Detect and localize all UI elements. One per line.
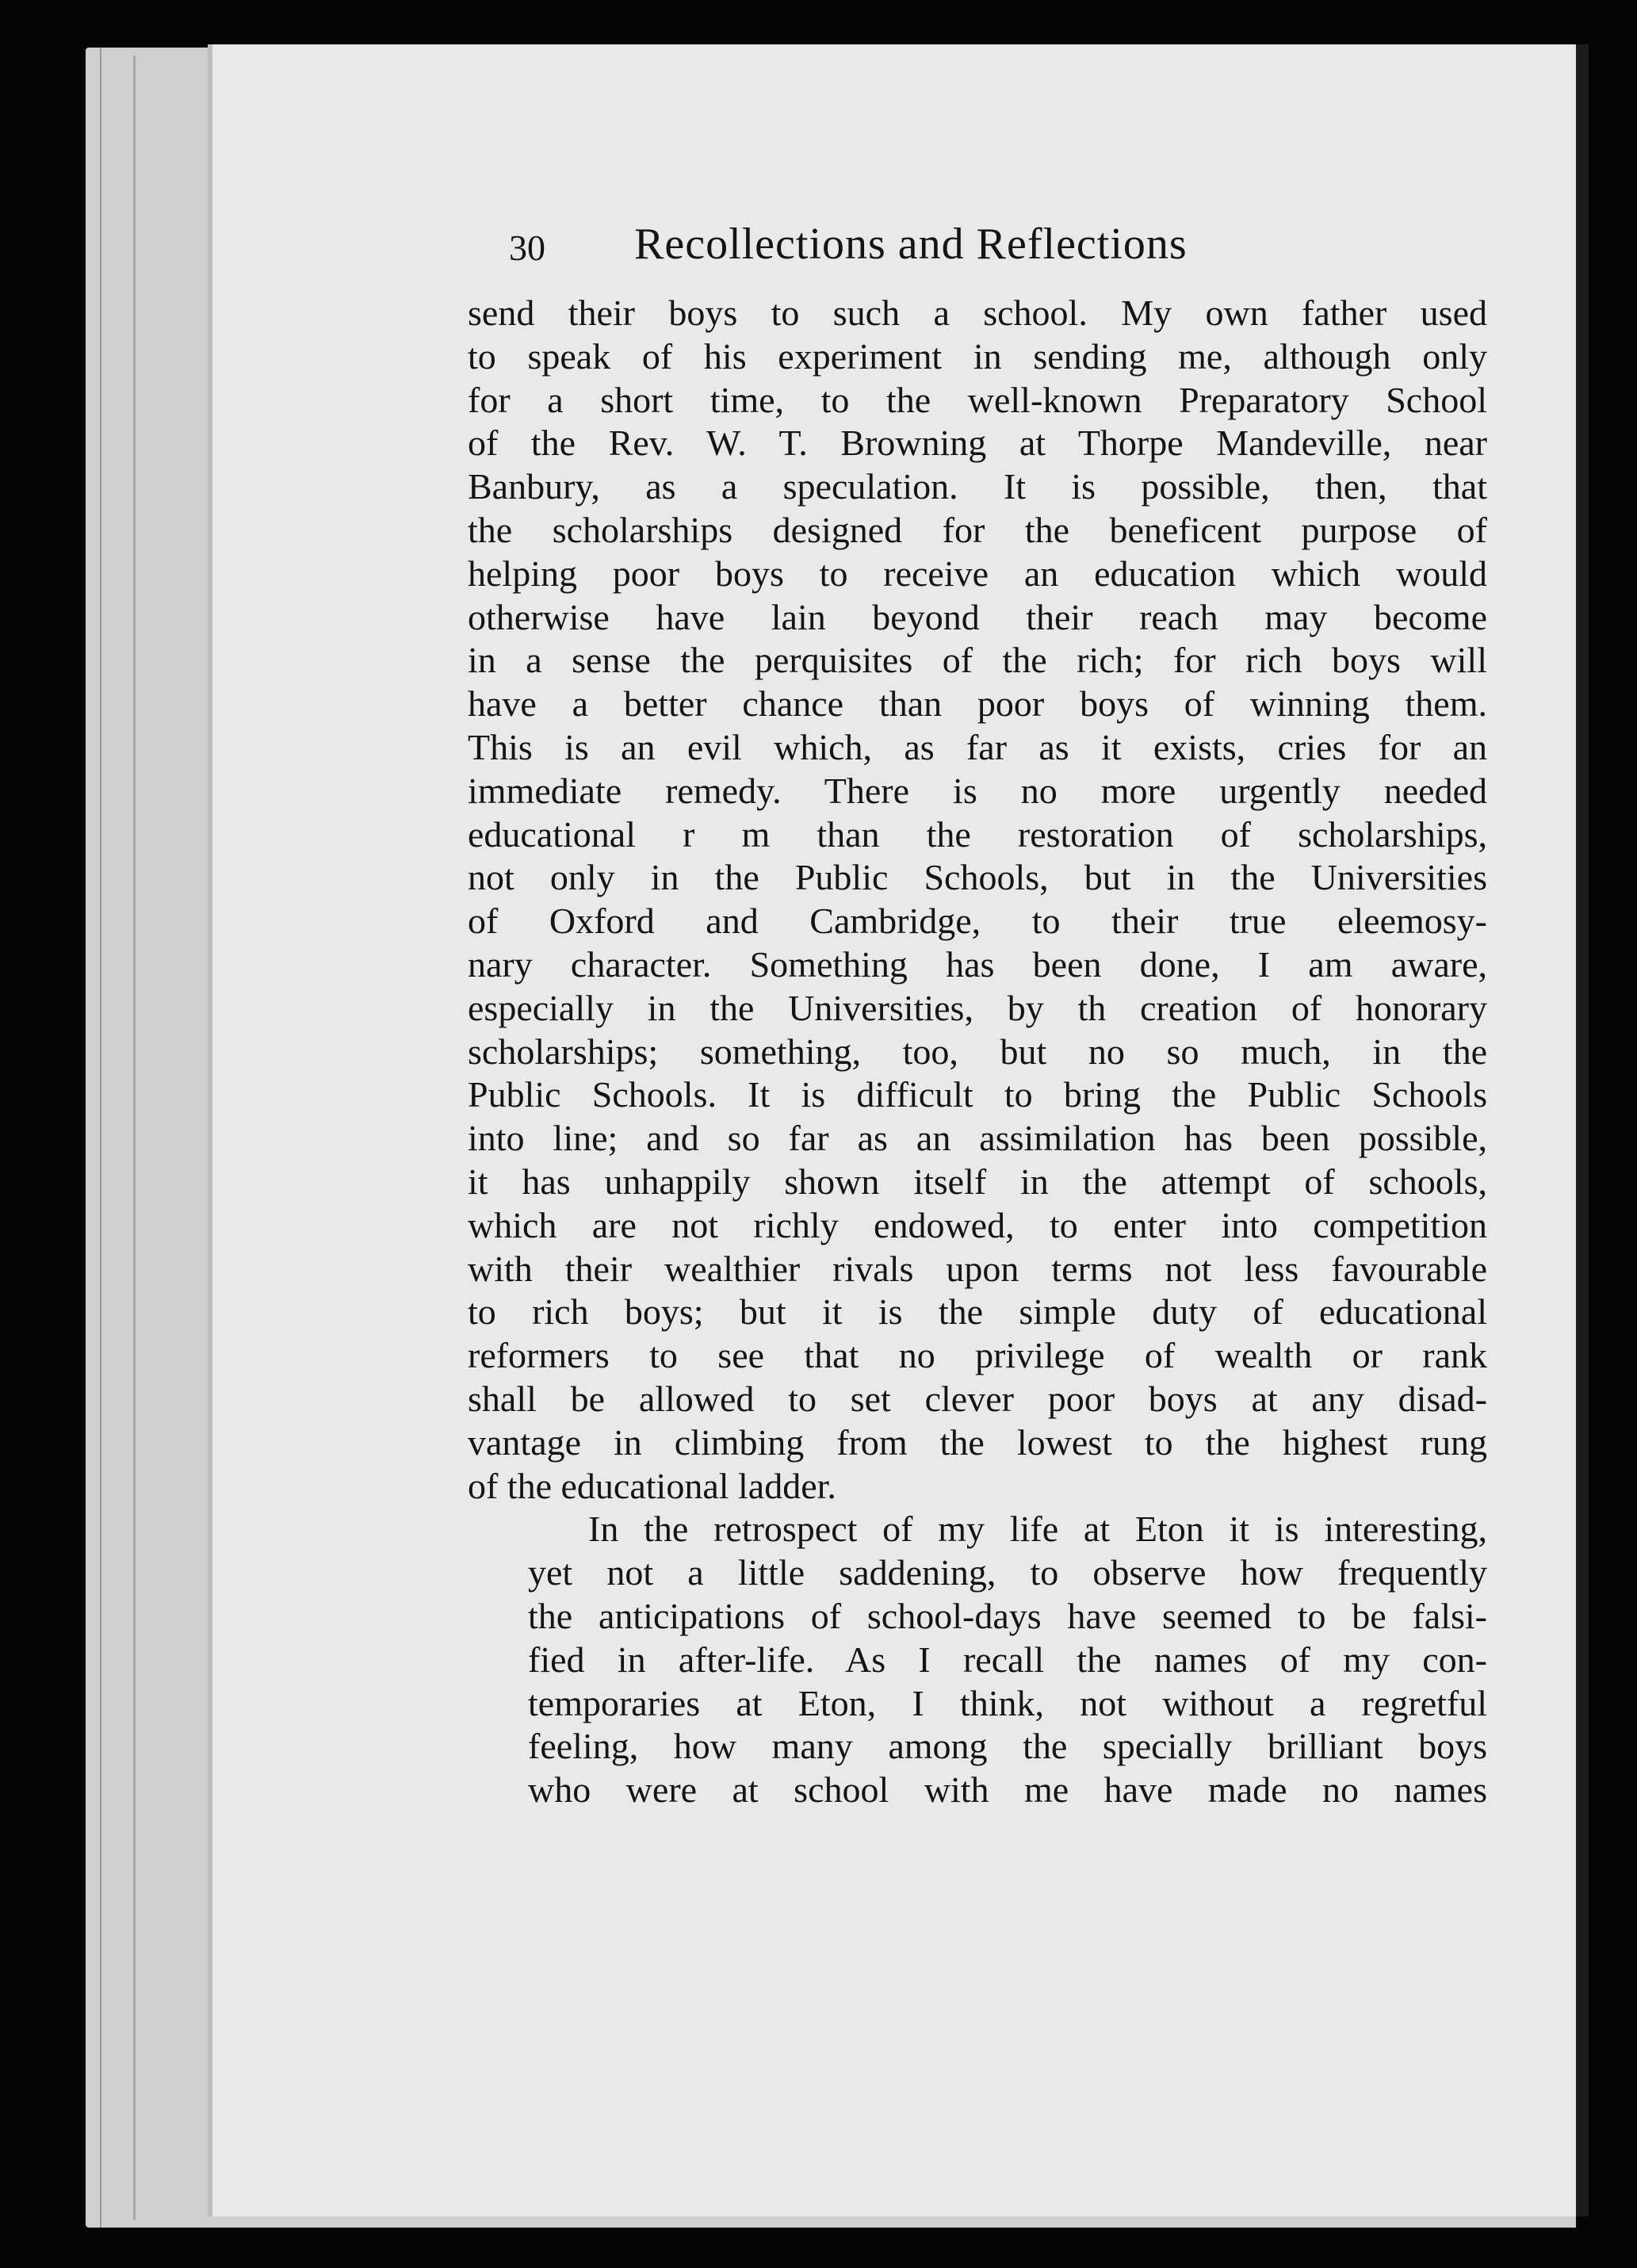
text-line: vantage in climbing from the lowest to the highest rung (468, 1421, 1487, 1463)
text-line: have a better chance than poor boys of winning them. (468, 683, 1487, 725)
text-line: send their boys to such a school. My own father used (468, 293, 1487, 333)
text-line: This is an evil which, as far as it exists, cries for an (468, 726, 1487, 767)
running-title: Recollections and Reflections (634, 220, 1188, 269)
text-line: into line; and so far as an assimilation has been possible, (468, 1118, 1487, 1159)
paragraph-2 (468, 1508, 1487, 1812)
page-right-edge (1576, 44, 1589, 2216)
text-line: especially in the Universities, by th creation of honorary (468, 987, 1487, 1028)
text-line: of the Rev. W. T. Browning at Thorpe Mandeville, near (468, 423, 1487, 464)
text-line: fied in after-life. As I recall the names of my con- (528, 1639, 1487, 1680)
text-line: to rich boys; but it is the simple duty of educational (468, 1291, 1487, 1333)
paragraph-1 (468, 292, 1487, 1508)
text-line: scholarships; something, too, but no so much, in the (468, 1031, 1487, 1072)
text-line: feeling, how many among the specially brilliant boys (528, 1726, 1487, 1767)
text-line: for a short time, to the well-known Preparatory School (468, 379, 1487, 420)
text-line: Banbury, as a speculation. It is possible, then, that (468, 466, 1487, 507)
text-block (468, 212, 1498, 1812)
body-text (468, 292, 1498, 1812)
text-line: in a sense the perquisites of the rich; for rich boys will (468, 640, 1487, 681)
text-line: educational r m than the restoration of scholarships, (468, 813, 1487, 855)
text-line: to speak of his experiment in sending me, although only (468, 335, 1487, 377)
text-line: In the retrospect of my life at Eton it is interesting, (588, 1509, 1487, 1550)
text-line: the scholarships designed for the beneficent purpose of (468, 509, 1487, 550)
text-line: it has unhappily shown itself in the attempt of schools, (468, 1161, 1487, 1202)
text-line: with their wealthier rivals upon terms not less favourable (468, 1248, 1487, 1289)
text-line: not only in the Public Schools, but in the Universities (468, 857, 1487, 898)
text-line: of the educational ladder. (468, 1465, 836, 1506)
text-line: Public Schools. It is difficult to bring the Public Schools (468, 1074, 1487, 1115)
text-line: nary character. Something has been done, I am aware, (468, 943, 1487, 985)
page-number: 30 (509, 228, 545, 268)
text-line: reformers to see that no privilege of wealth or rank (468, 1335, 1487, 1376)
text-line: temporaries at Eton, I think, not without a regretful (528, 1682, 1487, 1723)
text-line: yet not a little saddening, to observe how frequently (528, 1552, 1487, 1593)
text-line: immediate remedy. There is no more urgently needed (468, 770, 1487, 811)
text-line: of Oxford and Cambridge, to their true eleemosy- (468, 901, 1487, 942)
text-line: which are not richly endowed, to enter into competition (468, 1204, 1487, 1245)
running-head (468, 212, 1498, 292)
text-line: who were at school with me have made no names (528, 1769, 1487, 1811)
text-line: otherwise have lain beyond their reach may become (468, 596, 1487, 637)
text-line: shall be allowed to set clever poor boys at any disad- (468, 1378, 1487, 1419)
text-line: helping poor boys to receive an education which would (468, 553, 1487, 594)
text-line: the anticipations of school-days have seemed to be falsi- (528, 1595, 1487, 1636)
